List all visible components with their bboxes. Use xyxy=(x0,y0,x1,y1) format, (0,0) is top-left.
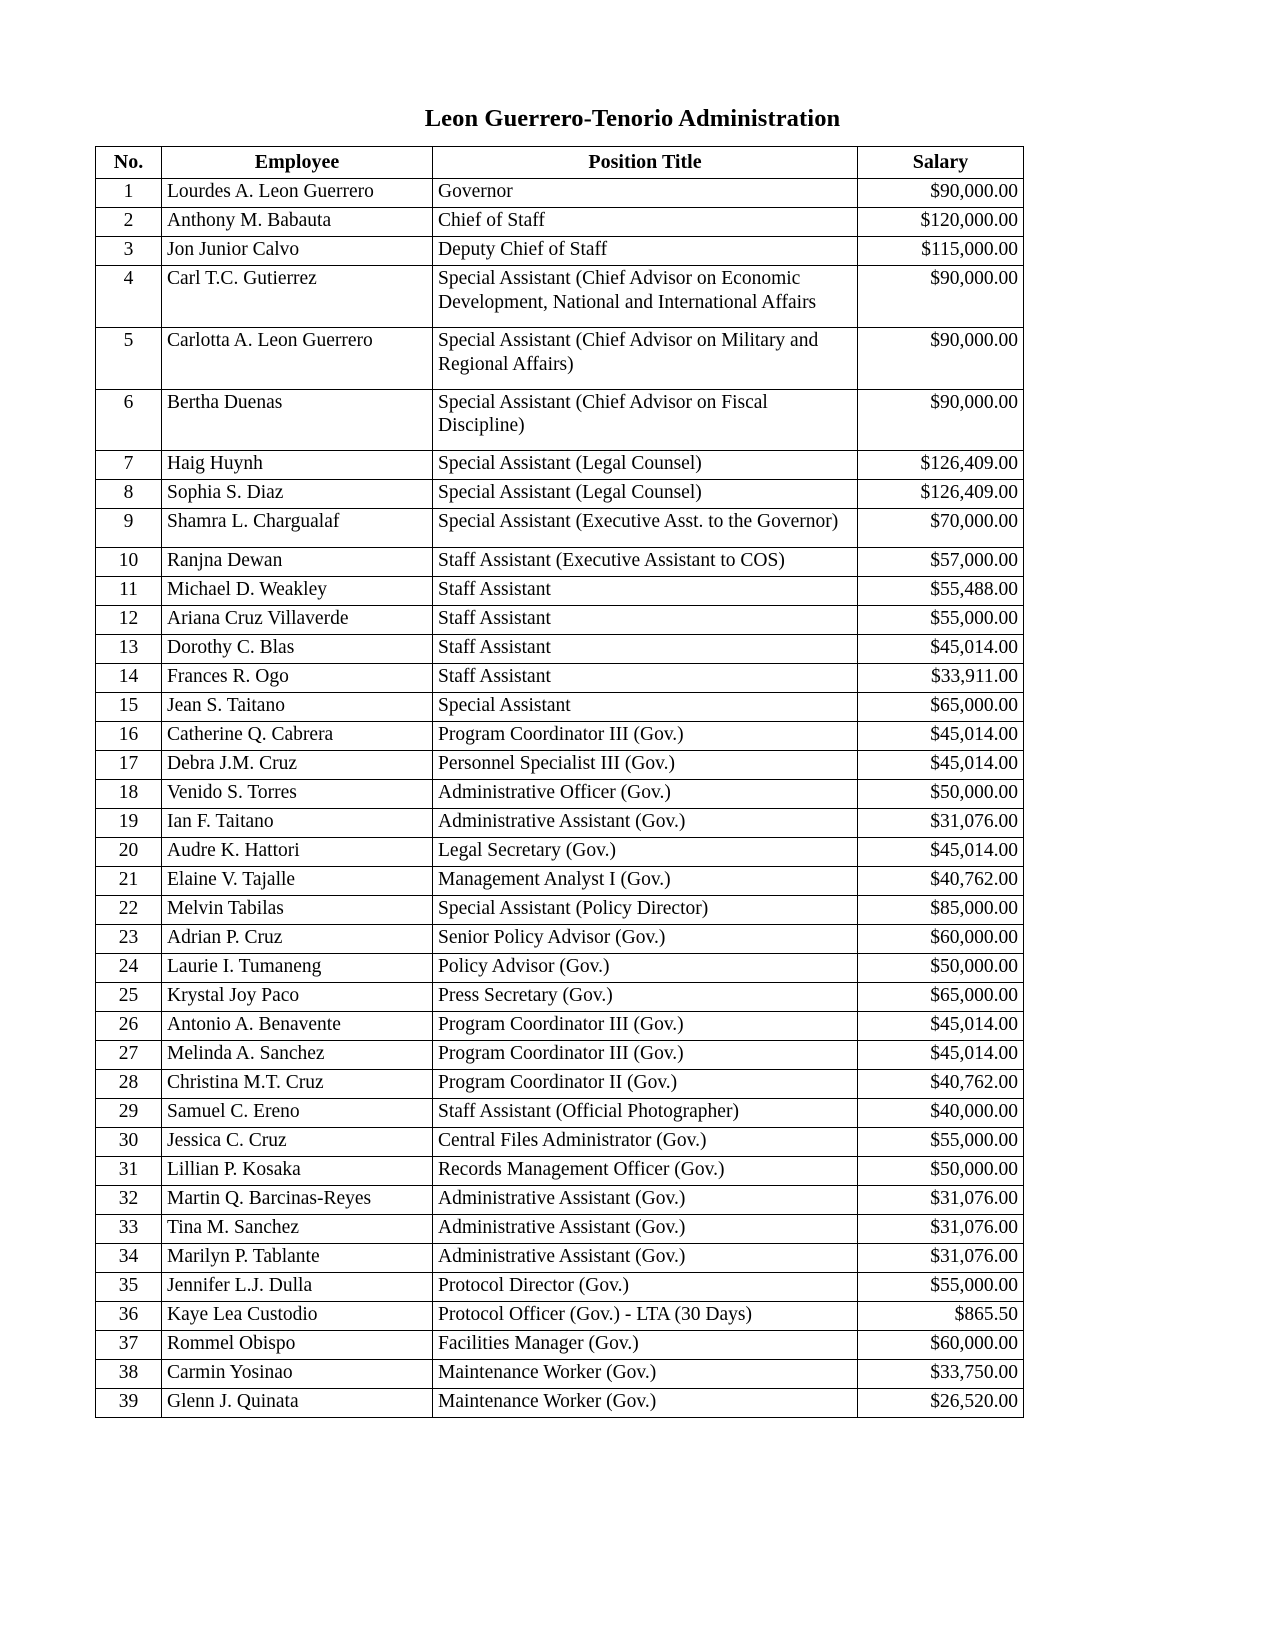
cell-salary: $65,000.00 xyxy=(858,983,1024,1012)
table-row xyxy=(96,896,1024,925)
column-header-employee: Employee xyxy=(162,147,433,179)
cell-no: 36 xyxy=(96,1302,162,1331)
cell-position: Administrative Assistant (Gov.) xyxy=(433,1215,858,1244)
cell-position: Staff Assistant (Executive Assistant to COS) xyxy=(433,548,858,577)
cell-position: Special Assistant (Legal Counsel) xyxy=(433,480,858,509)
cell-salary: $865.50 xyxy=(858,1302,1024,1331)
table-row xyxy=(96,722,1024,751)
cell-salary: $45,014.00 xyxy=(858,722,1024,751)
cell-position: Special Assistant (Executive Asst. to the Governor) xyxy=(433,509,858,548)
cell-employee: Shamra L. Chargualaf xyxy=(162,509,433,548)
cell-employee: Jean S. Taitano xyxy=(162,693,433,722)
cell-salary: $90,000.00 xyxy=(858,389,1024,451)
cell-salary: $31,076.00 xyxy=(858,809,1024,838)
cell-employee: Sophia S. Diaz xyxy=(162,480,433,509)
cell-salary: $45,014.00 xyxy=(858,751,1024,780)
cell-employee: Christina M.T. Cruz xyxy=(162,1070,433,1099)
cell-salary: $45,014.00 xyxy=(858,1041,1024,1070)
cell-position: Protocol Officer (Gov.) - LTA (30 Days) xyxy=(433,1302,858,1331)
cell-no: 4 xyxy=(96,266,162,328)
cell-no: 17 xyxy=(96,751,162,780)
cell-salary: $57,000.00 xyxy=(858,548,1024,577)
cell-salary: $31,076.00 xyxy=(858,1186,1024,1215)
page-title: Leon Guerrero-Tenorio Administration xyxy=(424,105,841,132)
cell-salary: $55,000.00 xyxy=(858,606,1024,635)
cell-employee: Krystal Joy Paco xyxy=(162,983,433,1012)
cell-no: 10 xyxy=(96,548,162,577)
cell-no: 5 xyxy=(96,327,162,389)
cell-salary: $60,000.00 xyxy=(858,925,1024,954)
cell-no: 1 xyxy=(96,179,162,208)
cell-position: Administrative Assistant (Gov.) xyxy=(433,1244,858,1273)
cell-position: Special Assistant (Policy Director) xyxy=(433,896,858,925)
cell-no: 33 xyxy=(96,1215,162,1244)
cell-salary: $45,014.00 xyxy=(858,838,1024,867)
cell-salary: $33,750.00 xyxy=(858,1360,1024,1389)
cell-salary: $115,000.00 xyxy=(858,237,1024,266)
table-row xyxy=(96,1389,1024,1418)
table-row xyxy=(96,1273,1024,1302)
table-row xyxy=(96,1128,1024,1157)
cell-no: 2 xyxy=(96,208,162,237)
table-row xyxy=(96,451,1024,480)
cell-position: Program Coordinator III (Gov.) xyxy=(433,1012,858,1041)
cell-no: 18 xyxy=(96,780,162,809)
cell-employee: Melvin Tabilas xyxy=(162,896,433,925)
cell-employee: Carl T.C. Gutierrez xyxy=(162,266,433,328)
cell-position: Staff Assistant (Official Photographer) xyxy=(433,1099,858,1128)
column-header-salary: Salary xyxy=(858,147,1024,179)
cell-position: Program Coordinator II (Gov.) xyxy=(433,1070,858,1099)
cell-salary: $45,014.00 xyxy=(858,1012,1024,1041)
cell-position: Central Files Administrator (Gov.) xyxy=(433,1128,858,1157)
cell-salary: $60,000.00 xyxy=(858,1331,1024,1360)
cell-salary: $50,000.00 xyxy=(858,1157,1024,1186)
cell-no: 27 xyxy=(96,1041,162,1070)
cell-employee: Debra J.M. Cruz xyxy=(162,751,433,780)
cell-salary: $40,000.00 xyxy=(858,1099,1024,1128)
cell-salary: $55,000.00 xyxy=(858,1273,1024,1302)
table-row xyxy=(96,480,1024,509)
cell-no: 23 xyxy=(96,925,162,954)
table-header-row xyxy=(96,147,1024,179)
cell-employee: Carmin Yosinao xyxy=(162,1360,433,1389)
table-row xyxy=(96,1302,1024,1331)
cell-salary: $26,520.00 xyxy=(858,1389,1024,1418)
cell-no: 16 xyxy=(96,722,162,751)
cell-no: 39 xyxy=(96,1389,162,1418)
table-row xyxy=(96,1012,1024,1041)
table-row xyxy=(96,389,1024,451)
cell-employee: Elaine V. Tajalle xyxy=(162,867,433,896)
cell-employee: Carlotta A. Leon Guerrero xyxy=(162,327,433,389)
cell-employee: Lourdes A. Leon Guerrero xyxy=(162,179,433,208)
table-row xyxy=(96,606,1024,635)
cell-employee: Ranjna Dewan xyxy=(162,548,433,577)
cell-salary: $65,000.00 xyxy=(858,693,1024,722)
cell-employee: Catherine Q. Cabrera xyxy=(162,722,433,751)
cell-employee: Rommel Obispo xyxy=(162,1331,433,1360)
cell-employee: Tina M. Sanchez xyxy=(162,1215,433,1244)
cell-position: Administrative Assistant (Gov.) xyxy=(433,809,858,838)
cell-position: Maintenance Worker (Gov.) xyxy=(433,1389,858,1418)
table-row xyxy=(96,780,1024,809)
table-row xyxy=(96,548,1024,577)
cell-salary: $90,000.00 xyxy=(858,327,1024,389)
table-row xyxy=(96,1186,1024,1215)
cell-salary: $126,409.00 xyxy=(858,451,1024,480)
cell-employee: Antonio A. Benavente xyxy=(162,1012,433,1041)
cell-employee: Kaye Lea Custodio xyxy=(162,1302,433,1331)
cell-position: Administrative Officer (Gov.) xyxy=(433,780,858,809)
cell-employee: Bertha Duenas xyxy=(162,389,433,451)
cell-no: 20 xyxy=(96,838,162,867)
table-row xyxy=(96,208,1024,237)
cell-position: Special Assistant (Chief Advisor on Fiscal Discipline) xyxy=(433,389,858,451)
cell-position: Chief of Staff xyxy=(433,208,858,237)
cell-position: Special Assistant (Chief Advisor on Military and Regional Affairs) xyxy=(433,327,858,389)
table-row xyxy=(96,635,1024,664)
cell-employee: Audre K. Hattori xyxy=(162,838,433,867)
cell-no: 34 xyxy=(96,1244,162,1273)
table-row xyxy=(96,266,1024,328)
cell-employee: Marilyn P. Tablante xyxy=(162,1244,433,1273)
cell-salary: $55,000.00 xyxy=(858,1128,1024,1157)
cell-employee: Samuel C. Ereno xyxy=(162,1099,433,1128)
cell-no: 8 xyxy=(96,480,162,509)
cell-no: 22 xyxy=(96,896,162,925)
cell-salary: $45,014.00 xyxy=(858,635,1024,664)
cell-employee: Melinda A. Sanchez xyxy=(162,1041,433,1070)
cell-no: 24 xyxy=(96,954,162,983)
cell-salary: $31,076.00 xyxy=(858,1215,1024,1244)
table-row xyxy=(96,1041,1024,1070)
cell-salary: $85,000.00 xyxy=(858,896,1024,925)
table-row xyxy=(96,1099,1024,1128)
cell-employee: Ian F. Taitano xyxy=(162,809,433,838)
cell-position: Management Analyst I (Gov.) xyxy=(433,867,858,896)
cell-salary: $33,911.00 xyxy=(858,664,1024,693)
cell-no: 14 xyxy=(96,664,162,693)
cell-no: 7 xyxy=(96,451,162,480)
table-row xyxy=(96,237,1024,266)
cell-position: Facilities Manager (Gov.) xyxy=(433,1331,858,1360)
cell-position: Governor xyxy=(433,179,858,208)
cell-salary: $31,076.00 xyxy=(858,1244,1024,1273)
cell-employee: Frances R. Ogo xyxy=(162,664,433,693)
table-body xyxy=(96,179,1024,1418)
table-row xyxy=(96,179,1024,208)
table-row xyxy=(96,838,1024,867)
cell-employee: Lillian P. Kosaka xyxy=(162,1157,433,1186)
table-row xyxy=(96,509,1024,548)
cell-employee: Jessica C. Cruz xyxy=(162,1128,433,1157)
cell-no: 25 xyxy=(96,983,162,1012)
cell-position: Press Secretary (Gov.) xyxy=(433,983,858,1012)
employee-salary-table xyxy=(95,146,1024,1418)
cell-employee: Michael D. Weakley xyxy=(162,577,433,606)
cell-no: 19 xyxy=(96,809,162,838)
cell-no: 9 xyxy=(96,509,162,548)
cell-salary: $50,000.00 xyxy=(858,780,1024,809)
table-row xyxy=(96,867,1024,896)
cell-position: Staff Assistant xyxy=(433,606,858,635)
table-row xyxy=(96,1244,1024,1273)
table-row xyxy=(96,1331,1024,1360)
cell-employee: Dorothy C. Blas xyxy=(162,635,433,664)
cell-no: 35 xyxy=(96,1273,162,1302)
table-row xyxy=(96,954,1024,983)
column-header-no: No. xyxy=(96,147,162,179)
table-row xyxy=(96,925,1024,954)
table-row xyxy=(96,809,1024,838)
cell-position: Program Coordinator III (Gov.) xyxy=(433,722,858,751)
cell-employee: Ariana Cruz Villaverde xyxy=(162,606,433,635)
cell-salary: $70,000.00 xyxy=(858,509,1024,548)
cell-salary: $90,000.00 xyxy=(858,179,1024,208)
table-row xyxy=(96,327,1024,389)
cell-salary: $40,762.00 xyxy=(858,1070,1024,1099)
cell-employee: Glenn J. Quinata xyxy=(162,1389,433,1418)
table-row xyxy=(96,693,1024,722)
cell-position: Legal Secretary (Gov.) xyxy=(433,838,858,867)
cell-position: Special Assistant xyxy=(433,693,858,722)
cell-salary: $126,409.00 xyxy=(858,480,1024,509)
cell-employee: Jennifer L.J. Dulla xyxy=(162,1273,433,1302)
table-row xyxy=(96,1157,1024,1186)
cell-position: Special Assistant (Legal Counsel) xyxy=(433,451,858,480)
cell-salary: $90,000.00 xyxy=(858,266,1024,328)
salary-table-container xyxy=(95,146,1023,1418)
cell-no: 37 xyxy=(96,1331,162,1360)
cell-position: Maintenance Worker (Gov.) xyxy=(433,1360,858,1389)
cell-no: 6 xyxy=(96,389,162,451)
cell-position: Policy Advisor (Gov.) xyxy=(433,954,858,983)
cell-no: 15 xyxy=(96,693,162,722)
cell-salary: $40,762.00 xyxy=(858,867,1024,896)
cell-no: 11 xyxy=(96,577,162,606)
cell-employee: Haig Huynh xyxy=(162,451,433,480)
cell-no: 12 xyxy=(96,606,162,635)
cell-salary: $50,000.00 xyxy=(858,954,1024,983)
cell-no: 13 xyxy=(96,635,162,664)
cell-position: Staff Assistant xyxy=(433,664,858,693)
cell-position: Records Management Officer (Gov.) xyxy=(433,1157,858,1186)
column-header-position: Position Title xyxy=(433,147,858,179)
cell-employee: Jon Junior Calvo xyxy=(162,237,433,266)
cell-position: Protocol Director (Gov.) xyxy=(433,1273,858,1302)
cell-no: 38 xyxy=(96,1360,162,1389)
cell-employee: Anthony M. Babauta xyxy=(162,208,433,237)
cell-no: 28 xyxy=(96,1070,162,1099)
cell-position: Deputy Chief of Staff xyxy=(433,237,858,266)
cell-position: Senior Policy Advisor (Gov.) xyxy=(433,925,858,954)
cell-employee: Martin Q. Barcinas-Reyes xyxy=(162,1186,433,1215)
cell-position: Staff Assistant xyxy=(433,577,858,606)
cell-position: Staff Assistant xyxy=(433,635,858,664)
cell-no: 30 xyxy=(96,1128,162,1157)
table-row xyxy=(96,751,1024,780)
table-row xyxy=(96,1360,1024,1389)
cell-position: Personnel Specialist III (Gov.) xyxy=(433,751,858,780)
cell-position: Special Assistant (Chief Advisor on Economic Development, National and International Affairs xyxy=(433,266,858,328)
cell-no: 31 xyxy=(96,1157,162,1186)
cell-position: Administrative Assistant (Gov.) xyxy=(433,1186,858,1215)
table-row xyxy=(96,664,1024,693)
cell-no: 21 xyxy=(96,867,162,896)
table-row xyxy=(96,577,1024,606)
cell-no: 3 xyxy=(96,237,162,266)
cell-no: 26 xyxy=(96,1012,162,1041)
table-row xyxy=(96,1070,1024,1099)
cell-no: 32 xyxy=(96,1186,162,1215)
cell-employee: Adrian P. Cruz xyxy=(162,925,433,954)
cell-no: 29 xyxy=(96,1099,162,1128)
cell-employee: Laurie I. Tumaneng xyxy=(162,954,433,983)
cell-position: Program Coordinator III (Gov.) xyxy=(433,1041,858,1070)
table-header xyxy=(96,147,1024,179)
table-row xyxy=(96,983,1024,1012)
table-row xyxy=(96,1215,1024,1244)
cell-salary: $55,488.00 xyxy=(858,577,1024,606)
cell-salary: $120,000.00 xyxy=(858,208,1024,237)
cell-employee: Venido S. Torres xyxy=(162,780,433,809)
